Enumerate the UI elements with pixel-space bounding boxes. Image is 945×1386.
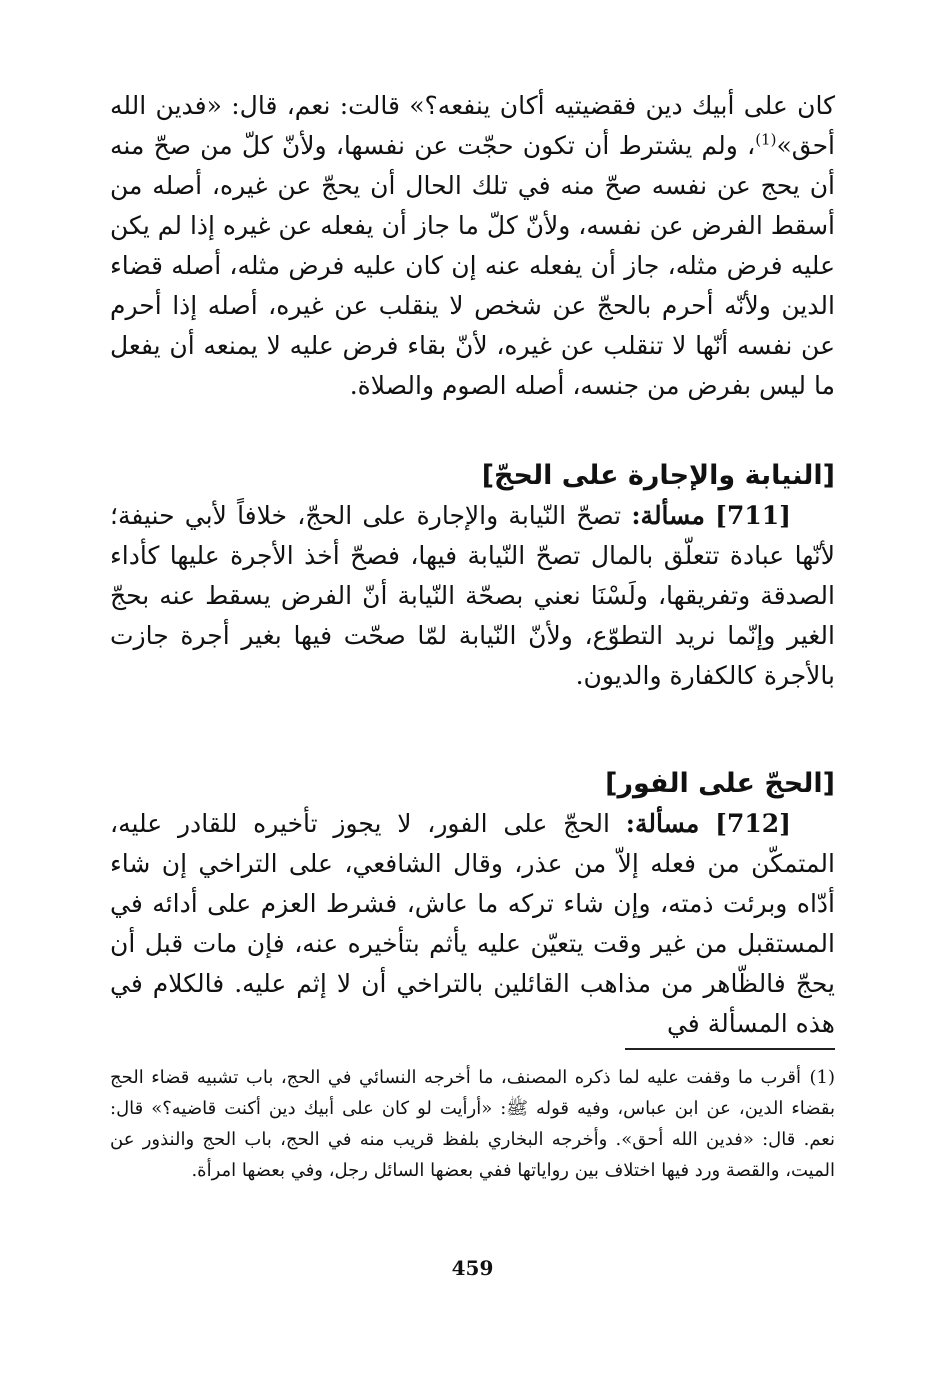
section-title-niyaba: [النيابة والإجارة على الحجّ] xyxy=(481,460,835,491)
footnote-reference: (1) xyxy=(755,130,777,149)
section-niyaba xyxy=(110,456,835,696)
section-title-fawr: [الحجّ على الفور] xyxy=(605,768,835,799)
footnote-1 xyxy=(110,1062,835,1186)
intro-text-a: كان على أبيك دين فقضيتيه أكان ينفعه؟» قالت: نعم، قال: «فدين الله أحق» xyxy=(110,91,835,160)
intro-text-b: ، ولم يشترط أن تكون حجّت عن نفسها، ولأنّ كلّ من صحّ منه أن يحج عن نفسه صحّ منه في تلك الحال أن يحجّ عن غيره، أصله من أسقط الفرض عن نفسه، ولأنّ كلّ ما جاز أن يفعله عن غيره إذا لم يكن عليه فرض مثله، جاز أن يفعله عنه إن كان عليه فرض مثله، أصله قضاء الدين ولأنّه أحرم بالحجّ عن شخص لا ينقلب عن غيره، أصله إذا أحرم عن نفسه أنّها لا تنقلب عن غيره، لأنّ بقاء فرض عليه لا يمنعه أن يفعل ما ليس بفرض من جنسه، أصله الصوم والصلاة. xyxy=(110,131,835,400)
issue-label: مسألة: xyxy=(625,809,700,838)
issue-711-paragraph xyxy=(110,496,835,696)
issue-number: [712] xyxy=(715,809,791,838)
intro-paragraph xyxy=(110,86,835,406)
issue-number: [711] xyxy=(715,501,791,530)
intro-paragraph-block xyxy=(110,86,835,406)
issue-712-paragraph xyxy=(110,804,835,1044)
footnote-divider xyxy=(625,1048,835,1050)
page-number: 459 xyxy=(451,1256,494,1280)
section-fawr xyxy=(110,764,835,1044)
footnote-block xyxy=(110,1062,835,1186)
footnote-text: أقرب ما وقفت عليه لما ذكره المصنف، ما أخرجه النسائي في الحج، باب تشبيه قضاء الحج بقضاء الدين، عن ابن عباس، وفيه قوله ﷺ: «أرأيت لو كان على أبيك دين أكنت قاضيه؟» قال: نعم. قال: «فدين الله أحق». وأخرجه البخاري بلفظ قريب منه في الحج، باب الحج والنذور عن الميت، والقصة ورد فيها اختلاف بين رواياتها ففي بعضها السائل رجل، وفي بعضها امرأة. xyxy=(110,1067,835,1181)
footnote-marker: (1) xyxy=(809,1067,835,1088)
issue-712-text: الحجّ على الفور، لا يجوز تأخيره للقادر عليه، المتمكّن من فعله إلاّ من عذر، وقال الشافعي، على التراخي إن شاء أدّاه وبرئت ذمته، وإن شاء تركه ما عاش، فشرط العزم على أدائه في المستقبل من غير وقت يتعيّن عليه يأثم بتأخيره عنه، فإن مات قبل أن يحجّ فالظّاهر من مذاهب القائلين بالتراخي أن لا إثم عليه. فالكلام في هذه المسألة في xyxy=(110,809,835,1038)
issue-711-text: تصحّ النّيابة والإجارة على الحجّ، خلافاً لأبي حنيفة؛ لأنّها عبادة تتعلّق بالمال تصحّ النّيابة فيها، فصحّ أخذ الأجرة عليها كأداء الصدقة وتفريقها، ولَسْنَا نعني بصحّة النّيابة أنّ الفرض يسقط عنه بحجّ الغير وإنّما نريد التطوّع، ولأنّ النّيابة لمّا صحّت فيها بغير أجرة جازت بالأجرة كالكفارة والديون. xyxy=(110,501,835,690)
issue-label: مسألة: xyxy=(631,501,705,530)
